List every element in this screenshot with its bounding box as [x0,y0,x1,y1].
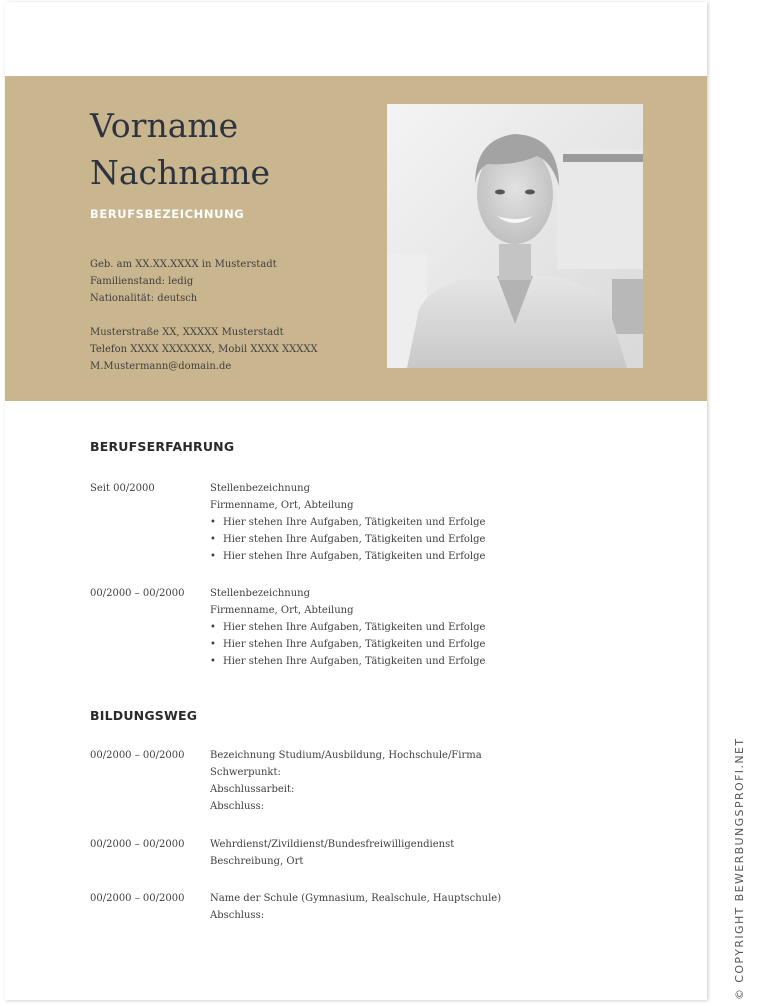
entry-date: 00/2000 – 00/2000 [90,750,185,761]
entry-company: Firmenname, Ort, Abteilung [210,500,354,511]
task-item: • Hier stehen Ihre Aufgaben, Tätigkeiten und Erfolge [210,619,690,636]
entry-date: 00/2000 – 00/2000 [90,588,185,599]
address-line: Musterstraße XX, XXXXX Musterstadt [90,327,284,338]
portrait-photo-image [387,104,643,368]
task-item: • Hier stehen Ihre Aufgaben, Tätigkeiten und Erfolge [210,548,690,565]
entry-details [210,747,690,815]
copyright-notice: © COPYRIGHT BEWERBUNGSPROFI.NET [733,737,746,1000]
entry-line: Bezeichnung Studium/Ausbildung, Hochschule/Firma [210,750,482,761]
entry-line: Abschluss: [210,910,265,921]
entry-details [210,480,690,565]
nationality-line: Nationalität: deutsch [90,293,198,304]
entry-line: Name der Schule (Gymnasium, Realschule, Hauptschule) [210,893,502,904]
task-item: • Hier stehen Ihre Aufgaben, Tätigkeiten und Erfolge [210,636,690,653]
entry-position: Stellenbezeichnung [210,483,311,494]
entry-details [210,890,690,924]
task-item: • Hier stehen Ihre Aufgaben, Tätigkeiten und Erfolge [210,531,690,548]
portrait-photo [387,104,643,368]
entry-line: Schwerpunkt: [210,767,281,778]
contact-info [90,324,318,375]
entry-line: Abschlussarbeit: [210,784,295,795]
entry-date: 00/2000 – 00/2000 [90,893,185,904]
last-name: Nachname [90,153,271,192]
entry-company: Firmenname, Ort, Abteilung [210,605,354,616]
task-item: • Hier stehen Ihre Aufgaben, Tätigkeiten und Erfolge [210,514,690,531]
cv-page [5,2,707,1000]
entry-details [210,585,690,670]
birth-line: Geb. am XX.XX.XXXX in Musterstadt [90,259,277,270]
email-line: M.Mustermann@domain.de [90,361,232,372]
task-item: • Hier stehen Ihre Aufgaben, Tätigkeiten und Erfolge [210,653,690,670]
entry-position: Stellenbezeichnung [210,588,311,599]
personal-info [90,256,277,307]
marital-status-line: Familienstand: ledig [90,276,194,287]
first-name: Vorname [90,106,239,145]
entry-line: Wehrdienst/Zivildienst/Bundesfreiwilligendienst [210,839,455,850]
entry-date: Seit 00/2000 [90,483,155,494]
entry-details [210,836,690,870]
entry-line: Beschreibung, Ort [210,856,304,867]
task-list [210,619,690,670]
education-section-title: BILDUNGSWEG [90,708,198,723]
experience-section-title: BERUFSERFAHRUNG [90,439,235,454]
entry-line: Abschluss: [210,801,265,812]
phone-line: Telefon XXXX XXXXXXX, Mobil XXXX XXXXX [90,344,318,355]
entry-date: 00/2000 – 00/2000 [90,839,185,850]
job-title: BERUFSBEZEICHNUNG [90,207,245,221]
task-list [210,514,690,565]
